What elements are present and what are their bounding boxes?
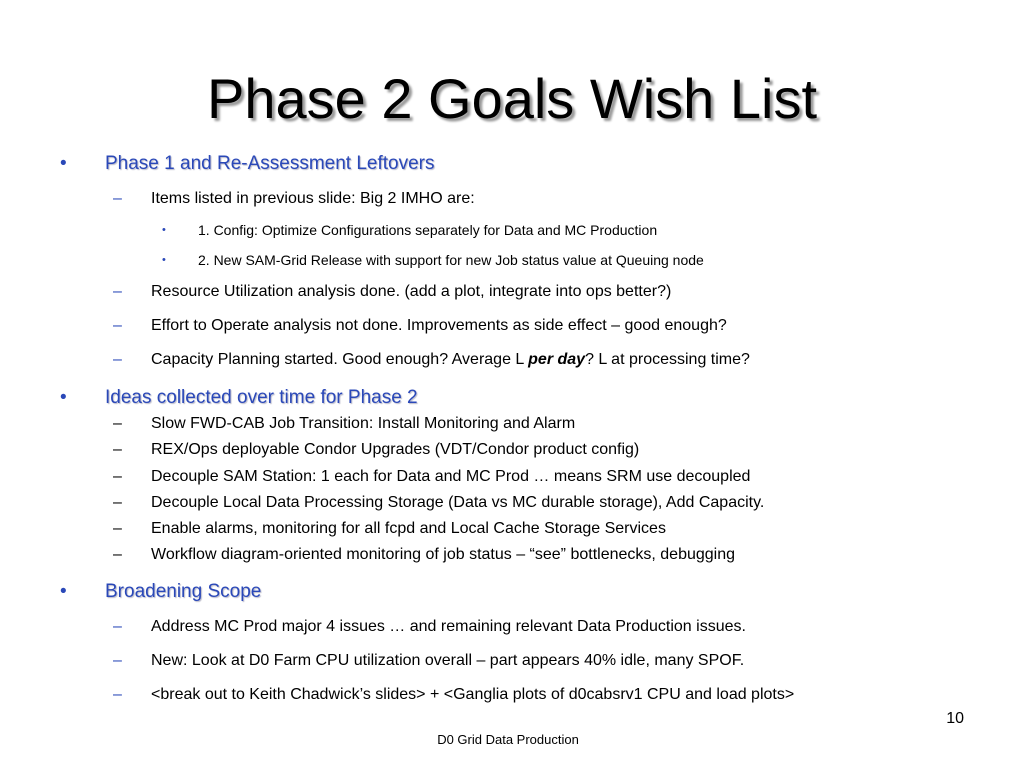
text-before: Capacity Planning started. Good enough? Average L [151, 351, 529, 368]
dash-icon: – [113, 618, 122, 635]
bullet-icon: • [162, 254, 166, 266]
list-item-text: Address MC Prod major 4 issues … and remaining relevant Data Production issues. [151, 618, 746, 635]
dash-icon: – [113, 468, 122, 485]
bullet-icon: • [60, 387, 67, 408]
dash-icon: – [113, 317, 122, 334]
list-item-text [151, 349, 750, 371]
dash-icon: – [113, 190, 122, 207]
list-item-text: Decouple SAM Station: 1 each for Data and MC Prod … means SRM use decoupled [151, 468, 751, 485]
bullet-icon: • [60, 581, 67, 602]
slide-footer: D0 Grid Data Production [437, 732, 579, 747]
dash-icon: – [113, 283, 122, 300]
slide-title: Phase 2 Goals Wish List [206, 67, 818, 130]
dash-icon: – [113, 441, 122, 458]
dash-icon: – [113, 686, 122, 703]
list-item-text: New: Look at D0 Farm CPU utilization overall – part appears 40% idle, many SPOF. [151, 652, 745, 669]
text-after: ? L at processing time? [585, 351, 750, 368]
sub-list-item-text: 1. Config: Optimize Configurations separately for Data and MC Production [198, 222, 658, 238]
sub-list-item-text: 2. New SAM-Grid Release with support for new Job status value at Queuing node [198, 252, 704, 268]
bullet-icon: • [162, 224, 166, 236]
list-item-text: Enable alarms, monitoring for all fcpd and Local Cache Storage Services [151, 520, 666, 537]
list-item-text: REX/Ops deployable Condor Upgrades (VDT/Condor product config) [151, 441, 640, 458]
list-item-text: Decouple Local Data Processing Storage (Data vs MC durable storage), Add Capacity. [151, 494, 765, 511]
dash-icon: – [113, 652, 122, 669]
list-item-text: Slow FWD-CAB Job Transition: Install Monitoring and Alarm [151, 415, 576, 432]
dash-icon: – [113, 520, 122, 537]
list-item-text: Workflow diagram-oriented monitoring of job status – “see” bottlenecks, debugging [151, 546, 736, 563]
bullet-icon: • [60, 153, 67, 174]
page-number: 10 [946, 710, 964, 727]
dash-icon: – [113, 351, 122, 368]
dash-icon: – [113, 546, 122, 563]
section-heading-text: Ideas collected over time for Phase 2 [105, 387, 418, 408]
list-item-text: Resource Utilization analysis done. (add a plot, integrate into ops better?) [151, 283, 672, 300]
emphasis-text: per day [528, 351, 586, 368]
list-item-text: <break out to Keith Chadwick’s slides> + <Ganglia plots of d0cabsrv1 CPU and load plots> [151, 686, 795, 703]
dash-icon: – [113, 494, 122, 511]
section-heading-text: Broadening Scope [105, 581, 262, 602]
dash-icon: – [113, 415, 122, 432]
section-heading-text: Phase 1 and Re-Assessment Leftovers [105, 153, 435, 174]
list-item-text: Effort to Operate analysis not done. Improvements as side effect – good enough? [151, 317, 727, 334]
list-item-text: Items listed in previous slide: Big 2 IMHO are: [151, 190, 475, 207]
